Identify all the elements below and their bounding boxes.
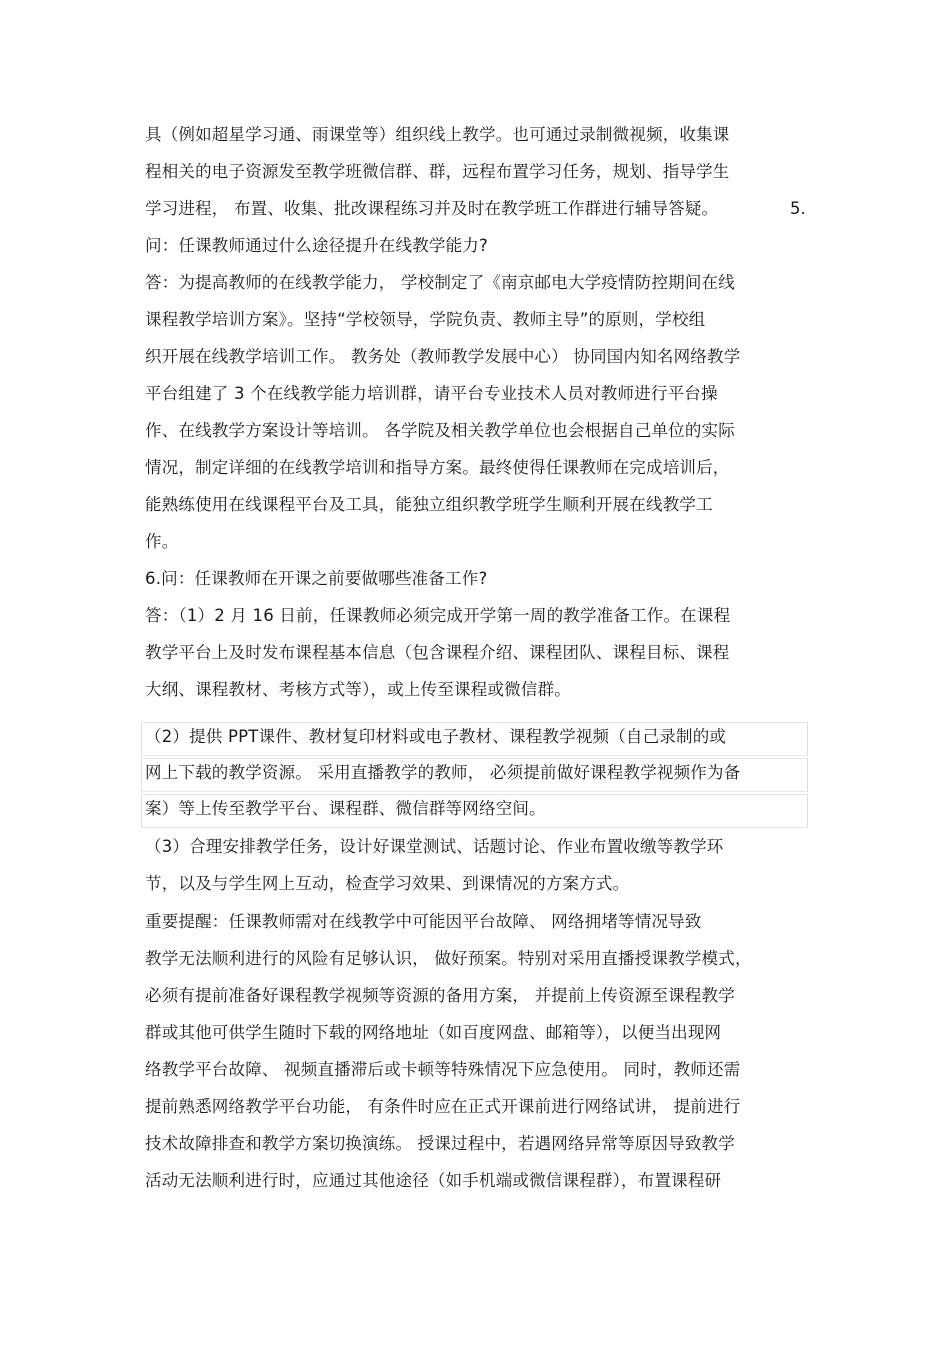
text-line-24: 必须有提前准备好课程教学视频等资源的备用方案， 并提前上传资源至课程教学 [145, 986, 735, 1005]
text-line-17: （2）提供 PPT课件、教材复印材料或电子教材、课程教学视频（自己录制的或 [145, 727, 727, 746]
text-line-20: （3）合理安排教学任务，设计好课堂测试、话题讨论、作业布置收缴等教学环 [145, 837, 724, 856]
text-line-2: 程相关的电子资源发至教学班微信群、群，远程布置学习任务，规划、指导学生 [145, 162, 730, 181]
text-line-3: 学习进程， 布置、收集、批改课程练习并及时在教学班工作群进行辅导答疑。 [145, 199, 719, 218]
text-line-14: 答：（1）2 月 16 日前，任课教师必须完成开学第一周的教学准备工作。在课程 [145, 606, 731, 625]
text-line-19: 案）等上传至教学平台、课程群、微信群等网络空间。 [145, 799, 546, 818]
text-line-13: 6.问：任课教师在开课之前要做哪些准备工作? [145, 569, 488, 588]
text-line-4: 问：任课教师通过什么途径提升在线教学能力? [145, 236, 488, 255]
text-line-26: 络教学平台故障、 视频直播滞后或卡顿等特殊情况下应急使用。 同时，教师还需 [145, 1060, 741, 1079]
text-line-8: 平台组建了 3 个在线教学能力培训群，请平台专业技术人员对教师进行平台操 [145, 384, 718, 403]
text-line-18: 网上下载的教学资源。 采用直播教学的教师， 必须提前做好课程教学视频作为备 [145, 763, 741, 782]
text-line-27: 提前熟悉网络教学平台功能， 有条件时应在正式开课前进行网络试讲， 提前进行 [145, 1097, 741, 1116]
text-line-5: 答：为提高教师的在线教学能力， 学校制定了《南京邮电大学疫情防控期间在线 [145, 273, 735, 292]
text-line-10: 情况，制定详细的在线教学培训和指导方案。最终使得任课教师在完成培训后， [145, 458, 730, 477]
text-line-6: 课程教学培训方案》。坚持“学校领导，学院负责、教师主导”的原则，学校组 [145, 310, 706, 329]
text-line-29: 活动无法顺利进行时，应通过其他途径（如手机端或微信课程群），布置课程研 [145, 1171, 722, 1190]
text-line-23: 教学无法顺利进行的风险有足够认识， 做好预案。特别对采用直播授课教学模式， [145, 949, 752, 968]
text-line-25: 群或其他可供学生随时下载的网络地址（如百度网盘、邮箱等），以便当出现网 [145, 1023, 722, 1042]
text-line-9: 作、在线教学方案设计等培训。 各学院及相关教学单位也会根据自己单位的实际 [145, 421, 735, 440]
text-line-22: 重要提醒：任课教师需对在线教学中可能因平台故障、 网络拥堵等情况导致 [145, 912, 702, 931]
text-line-28: 技术故障排查和教学方案切换演练。 授课过程中，若遇网络异常等原因导致教学 [145, 1134, 735, 1153]
text-line-12: 作。 [145, 532, 179, 551]
text-line-21: 节，以及与学生网上互动，检查学习效果、到课情况的方案方式。 [145, 874, 630, 893]
text-line-7: 织开展在线教学培训工作。 教务处（教师教学发展中心） 协同国内知名网络教学 [145, 347, 741, 366]
text-line-1: 具（例如超星学习通、雨课堂等）组织线上教学。也可通过录制微视频，收集课 [145, 125, 730, 144]
text-line-11: 能熟练使用在线课程平台及工具，能独立组织教学班学生顺利开展在线教学工 [145, 495, 713, 514]
text-line-16: 大纲、课程教材、考核方式等），或上传至课程或微信群。 [145, 680, 571, 699]
text-line-15: 教学平台上及时发布课程基本信息（包含课程介绍、课程团队、课程目标、课程 [145, 643, 730, 662]
question-number-5: 5. [790, 199, 806, 218]
